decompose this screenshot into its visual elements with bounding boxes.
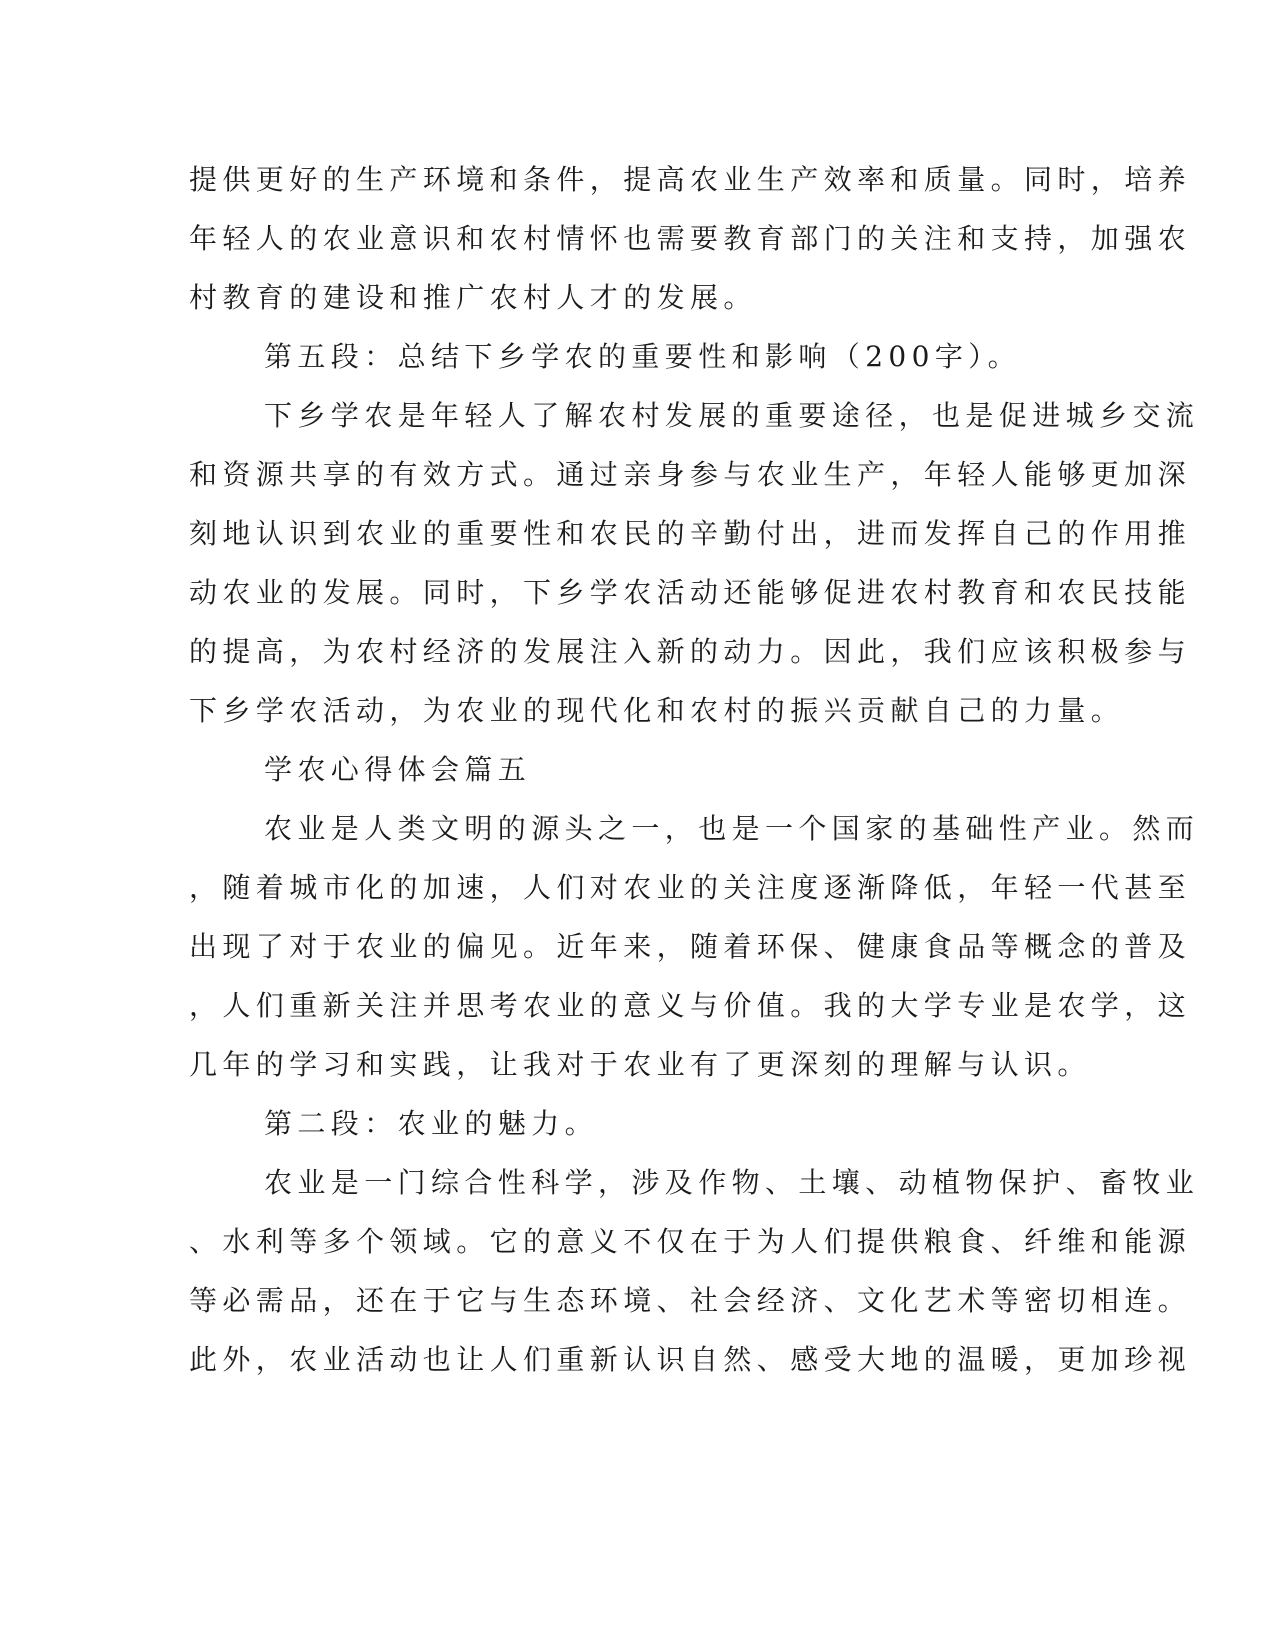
text-line: 年轻人的农业意识和农村情怀也需要教育部门的关注和支持，加强农 bbox=[189, 222, 1192, 255]
text-line: 和资源共享的有效方式。通过亲身参与农业生产，年轻人能够更加深 bbox=[189, 458, 1192, 491]
text-line: 出现了对于农业的偏见。近年来，随着环保、健康食品等概念的普及 bbox=[189, 930, 1192, 963]
paragraph-start: 下乡学农是年轻人了解农村发展的重要途径，也是促进城乡交流 bbox=[264, 399, 1200, 432]
text-line: 村教育的建设和推广农村人才的发展。 bbox=[189, 281, 757, 314]
section-heading: 第五段：总结下乡学农的重要性和影响（200字）。 bbox=[264, 340, 1022, 373]
text-line: 提供更好的生产环境和条件，提高农业生产效率和质量。同时，培养 bbox=[189, 163, 1192, 196]
section-heading: 第二段：农业的魅力。 bbox=[264, 1107, 599, 1140]
paragraph-start: 农业是一门综合性科学，涉及作物、土壤、动植物保护、畜牧业 bbox=[264, 1166, 1200, 1199]
text-line: 的提高，为农村经济的发展注入新的动力。因此，我们应该积极参与 bbox=[189, 635, 1192, 668]
text-line: 下乡学农活动，为农业的现代化和农村的振兴贡献自己的力量。 bbox=[189, 694, 1125, 727]
text-line: ，随着城市化的加速，人们对农业的关注度逐渐降低，年轻一代甚至 bbox=[189, 871, 1192, 904]
text-line: 动农业的发展。同时，下乡学农活动还能够促进农村教育和农民技能 bbox=[189, 576, 1192, 609]
text-line: 几年的学习和实践，让我对于农业有了更深刻的理解与认识。 bbox=[189, 1048, 1091, 1081]
text-line: 此外，农业活动也让人们重新认识自然、感受大地的温暖，更加珍视 bbox=[189, 1343, 1192, 1376]
text-line: 等必需品，还在于它与生态环境、社会经济、文化艺术等密切相连。 bbox=[189, 1284, 1192, 1317]
text-line: 刻地认识到农业的重要性和农民的辛勤付出，进而发挥自己的作用推 bbox=[189, 517, 1192, 550]
paragraph-start: 农业是人类文明的源头之一，也是一个国家的基础性产业。然而 bbox=[264, 812, 1200, 845]
text-line: ，人们重新关注并思考农业的意义与价值。我的大学专业是农学，这 bbox=[189, 989, 1192, 1022]
article-title: 学农心得体会篇五 bbox=[264, 753, 532, 786]
text-line: 、水利等多个领域。它的意义不仅在于为人们提供粮食、纤维和能源 bbox=[189, 1225, 1192, 1258]
